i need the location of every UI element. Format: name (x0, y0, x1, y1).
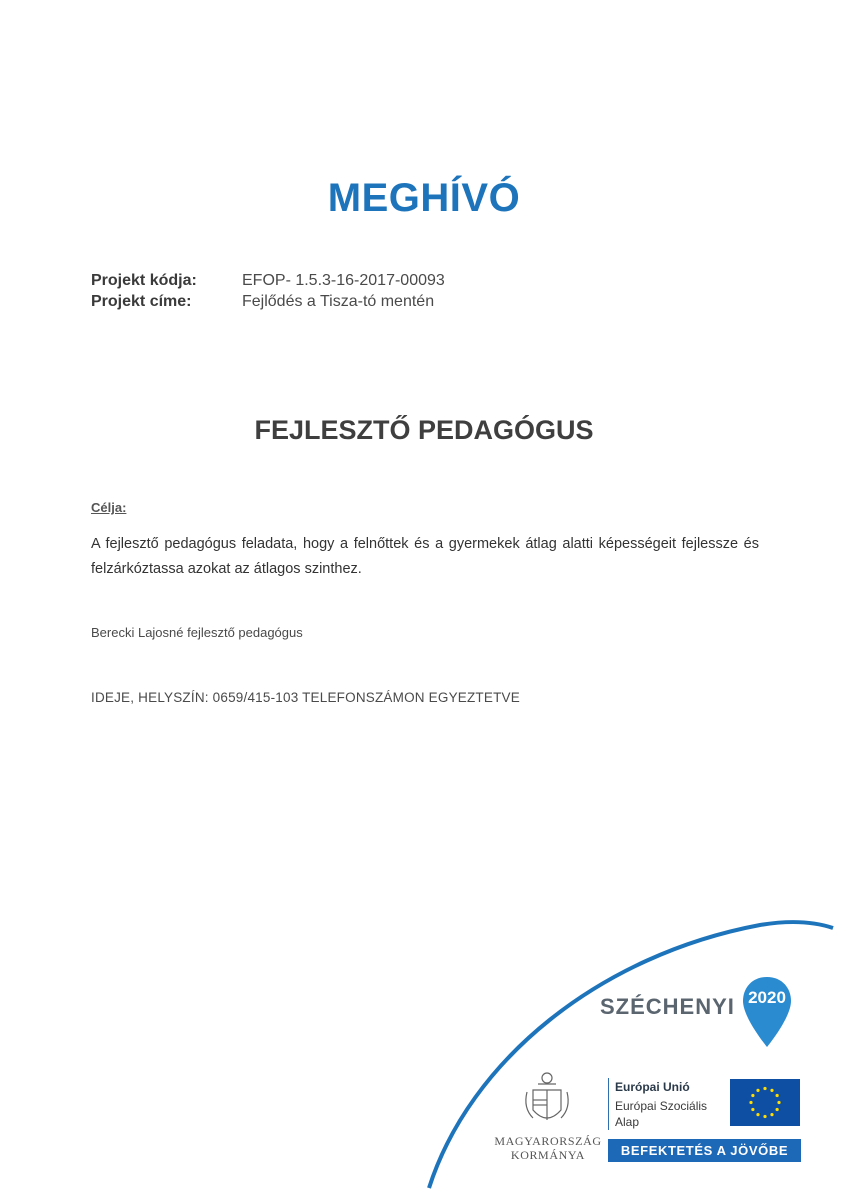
eu-star (763, 1087, 766, 1090)
eu-star (751, 1108, 754, 1111)
project-code-value: EFOP- 1.5.3-16-2017-00093 (242, 272, 445, 289)
eu-flag-icon (730, 1079, 800, 1126)
schedule-text: IDEJE, HELYSZÍN: 0659/415-103 TELEFONSZÁMON EGYEZTETVE (91, 690, 520, 705)
goal-heading: Célja: (91, 500, 127, 515)
invest-slogan: BEFEKTETÉS A JÖVŐBE (608, 1139, 801, 1162)
eu-star (776, 1108, 779, 1111)
eu-title: Európai Unió (615, 1080, 690, 1094)
eu-star (751, 1094, 754, 1097)
szechenyi-year: 2020 (748, 988, 786, 1007)
coat-of-arms-icon (526, 1073, 568, 1120)
eu-fund-name: Európai Szociális Alap (615, 1099, 708, 1129)
eu-star (749, 1101, 752, 1104)
project-title-value: Fejlődés a Tisza-tó mentén (242, 293, 435, 310)
section-title: FEJLESZTŐ PEDAGÓGUS (254, 415, 594, 445)
eu-star (770, 1089, 773, 1092)
goal-text: A fejlesztő pedagógus feladata, hogy a felnőttek és a gyermekek átlag alatti képességeit fejlessze és felzárkóztassa azokat az átlagos szinthez. (91, 536, 759, 577)
project-code-label: Projekt kódja: (91, 272, 197, 289)
eu-star (777, 1101, 780, 1104)
eu-star (776, 1094, 779, 1097)
divider (608, 1078, 609, 1130)
szechenyi-wordmark: SZÉCHENYI (600, 994, 735, 1019)
eu-star (756, 1113, 759, 1116)
page-title: MEGHÍVÓ (327, 176, 521, 220)
eu-star (770, 1113, 773, 1116)
eu-star (756, 1089, 759, 1092)
project-title-label: Projekt címe: (91, 293, 192, 310)
eu-star (763, 1115, 766, 1118)
government-name: MAGYARORSZÁG KORMÁNYA (494, 1134, 602, 1162)
presenter-text: Berecki Lajosné fejlesztő pedagógus (91, 625, 303, 640)
